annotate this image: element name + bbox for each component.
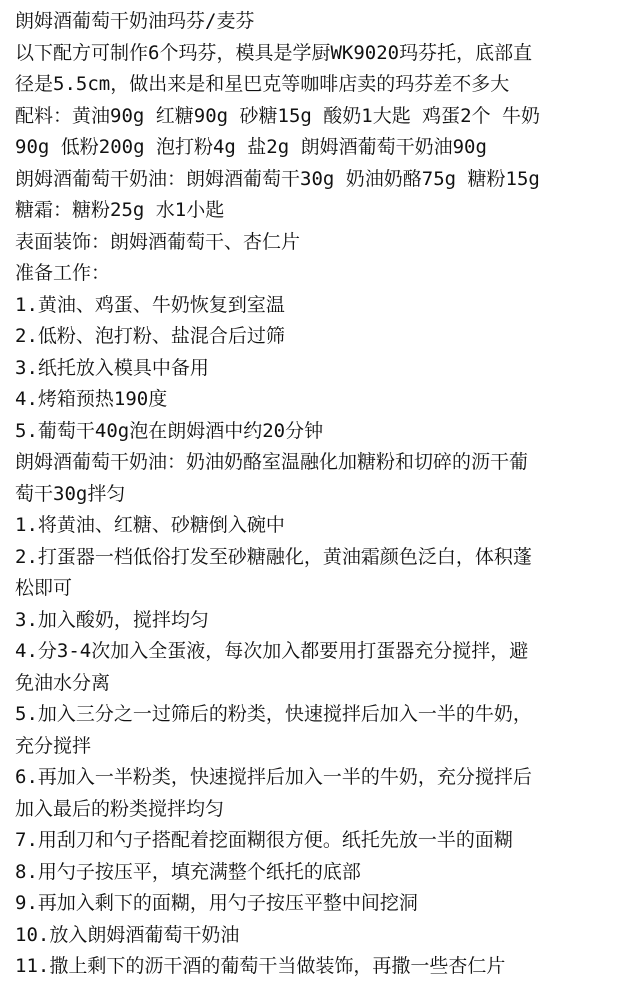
method-step: 6.再加入一半粉类，快速搅拌后加入一半的牛奶，充分搅拌后 <box>15 766 532 788</box>
ingredients-line: 90g 低粉200g 泡打粉4g 盐2g 朗姆酒葡萄干奶油90g <box>15 136 487 158</box>
icing-ingredients-line: 糖霜：糖粉25g 水1小匙 <box>15 199 225 221</box>
prep-step: 4.烤箱预热190度 <box>15 388 168 410</box>
method-step: 5.加入三分之一过筛后的粉类，快速搅拌后加入一半的牛奶， <box>15 703 532 725</box>
method-step: 7.用刮刀和勺子搭配着挖面糊很方便。纸托先放一半的面糊 <box>15 829 513 851</box>
method-step: 3.加入酸奶，搅拌均匀 <box>15 608 209 631</box>
method-step: 8.用勺子按压平，填充满整个纸托的底部 <box>15 860 361 883</box>
method-step: 4.分3-4次加入全蛋液，每次加入都要用打蛋器充分搅拌，避 <box>15 640 529 662</box>
text-line: 径是5.5cm，做出来是和星巴克等咖啡店卖的玛芬差不多大 <box>15 73 510 95</box>
method-step: 加入最后的粉类搅拌均匀 <box>15 797 225 820</box>
prep-step: 3.纸托放入模具中备用 <box>15 356 209 379</box>
ingredients-line: 配料：黄油90g 红糖90g 砂糖15g 酸奶1大匙 鸡蛋2个 牛奶 <box>15 104 541 127</box>
method-step: 松即可 <box>15 577 73 599</box>
method-step: 免油水分离 <box>15 671 111 694</box>
filling-ingredients-line: 朗姆酒葡萄干奶油：朗姆酒葡萄干30g 奶油奶酪75g 糖粉15g <box>15 167 540 190</box>
method-step: 10.放入朗姆酒葡萄干奶油 <box>15 923 240 946</box>
method-step: 充分搅拌 <box>15 734 92 757</box>
recipe-text <box>15 6 614 983</box>
method-step: 11.撒上剩下的沥干酒的葡萄干当做装饰，再撒一些杏仁片 <box>15 955 506 977</box>
recipe-title: 朗姆酒葡萄干奶油玛芬/麦芬 <box>15 10 255 32</box>
method-step: 2.打蛋器一档低俗打发至砂糖融化，黄油霜颜色泛白，体积蓬 <box>15 545 532 568</box>
prep-step: 2.低粉、泡打粉、盐混合后过筛 <box>15 325 285 347</box>
method-step: 1.将黄油、红糖、砂糖倒入碗中 <box>15 514 285 536</box>
prep-step: 5.葡萄干40g泡在朗姆酒中约20分钟 <box>15 419 324 442</box>
preparation-heading: 准备工作： <box>15 262 111 284</box>
filling-method-line: 萄干30g拌匀 <box>15 482 126 505</box>
text-line: 以下配方可制作6个玛芬，模具是学厨WK9020玛芬托，底部直 <box>15 41 533 64</box>
method-step: 9.再加入剩下的面糊，用勺子按压平整中间挖洞 <box>15 892 418 914</box>
filling-method-line: 朗姆酒葡萄干奶油：奶油奶酪室温融化加糖粉和切碎的沥干葡 <box>15 451 529 473</box>
decoration-line: 表面装饰：朗姆酒葡萄干、杏仁片 <box>15 230 301 253</box>
prep-step: 1.黄油、鸡蛋、牛奶恢复到室温 <box>15 293 285 316</box>
